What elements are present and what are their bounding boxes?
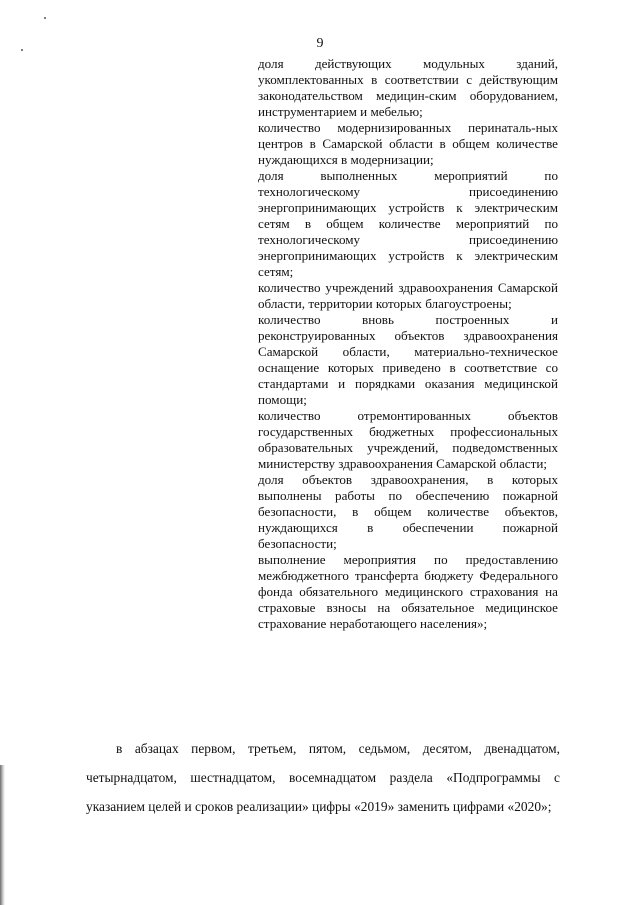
- indicator-list: [258, 56, 558, 632]
- indicator-paragraph: доля выполненных мероприятий по технологическому присоединению энергопринимающих устройств к электрическим сетям в общем количестве мероприятий по технологическому присоединению энергопринимающих устройств к электрическим сетям;: [258, 168, 558, 279]
- indicator-paragraph: количество учреждений здравоохранения Самарской области, территории которых благоустроены;: [258, 280, 558, 311]
- indicator-paragraph: доля объектов здравоохранения, в которых выполнены работы по обеспечению пожарной безопасности, в общем количестве объектов, нуждающихся в обеспечении пожарной безопасности;: [258, 472, 558, 551]
- scan-speck: [44, 17, 46, 19]
- indicator-paragraph: выполнение мероприятия по предоставлению межбюджетного трансферта бюджету Федерального фонда обязательного медицинского страхования на страховые взносы на обязательное медицинское страхование неработающего населения»;: [258, 552, 558, 631]
- amendment-paragraph: в абзацах первом, третьем, пятом, седьмом, десятом, двенадцатом, четырнадцатом, шестнадцатом, восемнадцатом раздела «Подпрограммы с указанием целей и сроков реализации» цифры «2019» заменить цифрами «2020»;: [86, 741, 560, 814]
- indicator-paragraph: доля действующих модульных зданий, укомплектованных в соответствии с действующим законодательством медицин-ским оборудованием, инструментарием и мебелью;: [258, 56, 558, 119]
- indicator-paragraph: количество отремонтированных объектов государственных бюджетных профессиональных образовательных учреждений, подведомственных министерству здравоохранения Самарской области;: [258, 408, 558, 471]
- scan-speck: [21, 49, 23, 51]
- indicator-paragraph: количество вновь построенных и реконструированных объектов здравоохранения Самарской области, материально-техническое оснащение которых приведено в соответствие со стандартами и порядками оказания медицинской помощи;: [258, 312, 558, 407]
- indicator-paragraph: количество модернизированных перинаталь-ных центров в Самарской области в общем количестве нуждающихся в модернизации;: [258, 120, 558, 167]
- page-number: 9: [316, 36, 324, 51]
- scan-edge-shadow: [0, 765, 5, 905]
